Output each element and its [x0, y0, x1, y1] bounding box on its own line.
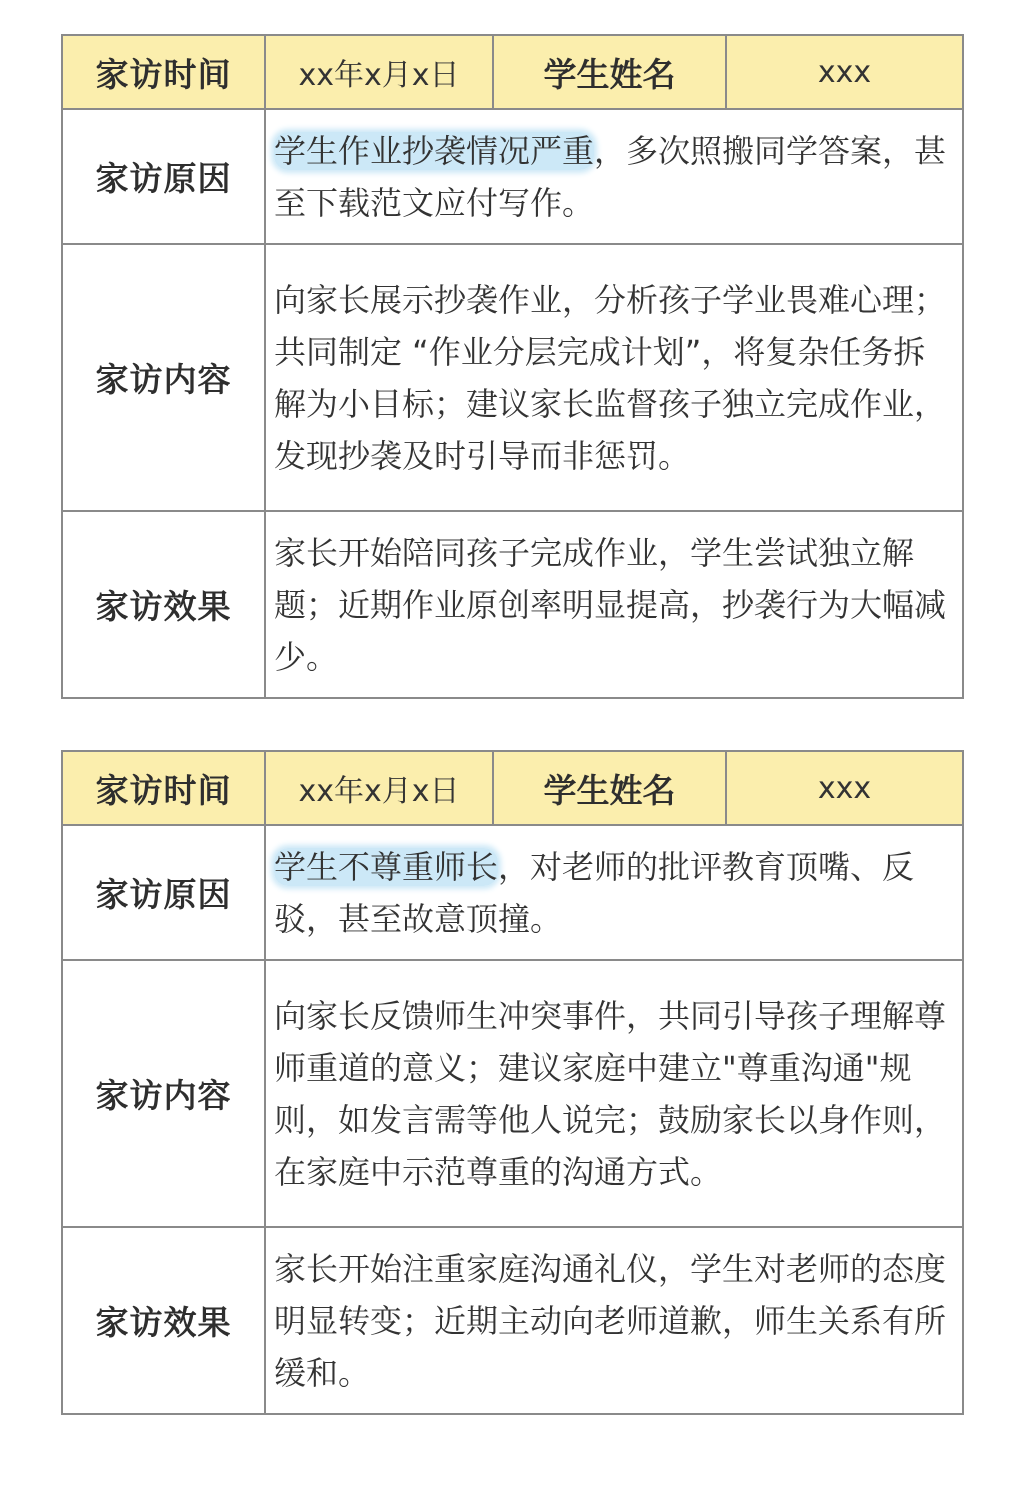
effect-text: 家长开始陪同孩子完成作业，学生尝试独立解题；近期作业原创率明显提高，抄袭行为大幅减少。: [265, 511, 963, 698]
visit-time-label: 家访时间: [62, 751, 265, 825]
reason-label: 家访原因: [62, 109, 265, 244]
content-row: [62, 960, 963, 1227]
header-row: [62, 35, 963, 109]
content-text: 向家长展示抄袭作业，分析孩子学业畏难心理；共同制定 “作业分层完成计划”，将复杂任务拆解为小目标；建议家长监督孩子独立完成作业，发现抄袭及时引导而非惩罚。: [265, 244, 963, 511]
reason-text: ，多次照搬同学答案，甚至下载范文应付写作。: [274, 131, 947, 222]
reason-highlight: 学生不尊重师长: [274, 847, 499, 886]
reason-highlight: 学生作业抄袭情况严重: [274, 131, 595, 170]
student-name-label: 学生姓名: [493, 751, 726, 825]
home-visit-record-2: [61, 750, 964, 1415]
effect-row: [62, 1227, 963, 1414]
reason-text: ，对老师的批评教育顶嘴、反驳，甚至故意顶撞。: [274, 847, 915, 938]
effect-row: [62, 511, 963, 698]
content-text: 向家长反馈师生冲突事件，共同引导孩子理解尊师重道的意义；建议家庭中建立"尊重沟通"规则，如发言需等他人说完；鼓励家长以身作则，在家庭中示范尊重的沟通方式。: [265, 960, 963, 1227]
reason-content: [265, 109, 963, 244]
effect-label: 家访效果: [62, 1227, 265, 1414]
reason-row: [62, 109, 963, 244]
reason-row: [62, 825, 963, 960]
visit-time-label: 家访时间: [62, 35, 265, 109]
reason-label: 家访原因: [62, 825, 265, 960]
visit-time-value: xx年x月x日: [265, 35, 493, 109]
reason-content: [265, 825, 963, 960]
content-label: 家访内容: [62, 244, 265, 511]
effect-label: 家访效果: [62, 511, 265, 698]
content-row: [62, 244, 963, 511]
visit-time-value: xx年x月x日: [265, 751, 493, 825]
header-row: [62, 751, 963, 825]
student-name-label: 学生姓名: [493, 35, 726, 109]
student-name-value: xxx: [726, 751, 963, 825]
home-visit-record-1: [61, 34, 964, 699]
effect-text: 家长开始注重家庭沟通礼仪，学生对老师的态度明显转变；近期主动向老师道歉，师生关系有所缓和。: [265, 1227, 963, 1414]
student-name-value: xxx: [726, 35, 963, 109]
content-label: 家访内容: [62, 960, 265, 1227]
